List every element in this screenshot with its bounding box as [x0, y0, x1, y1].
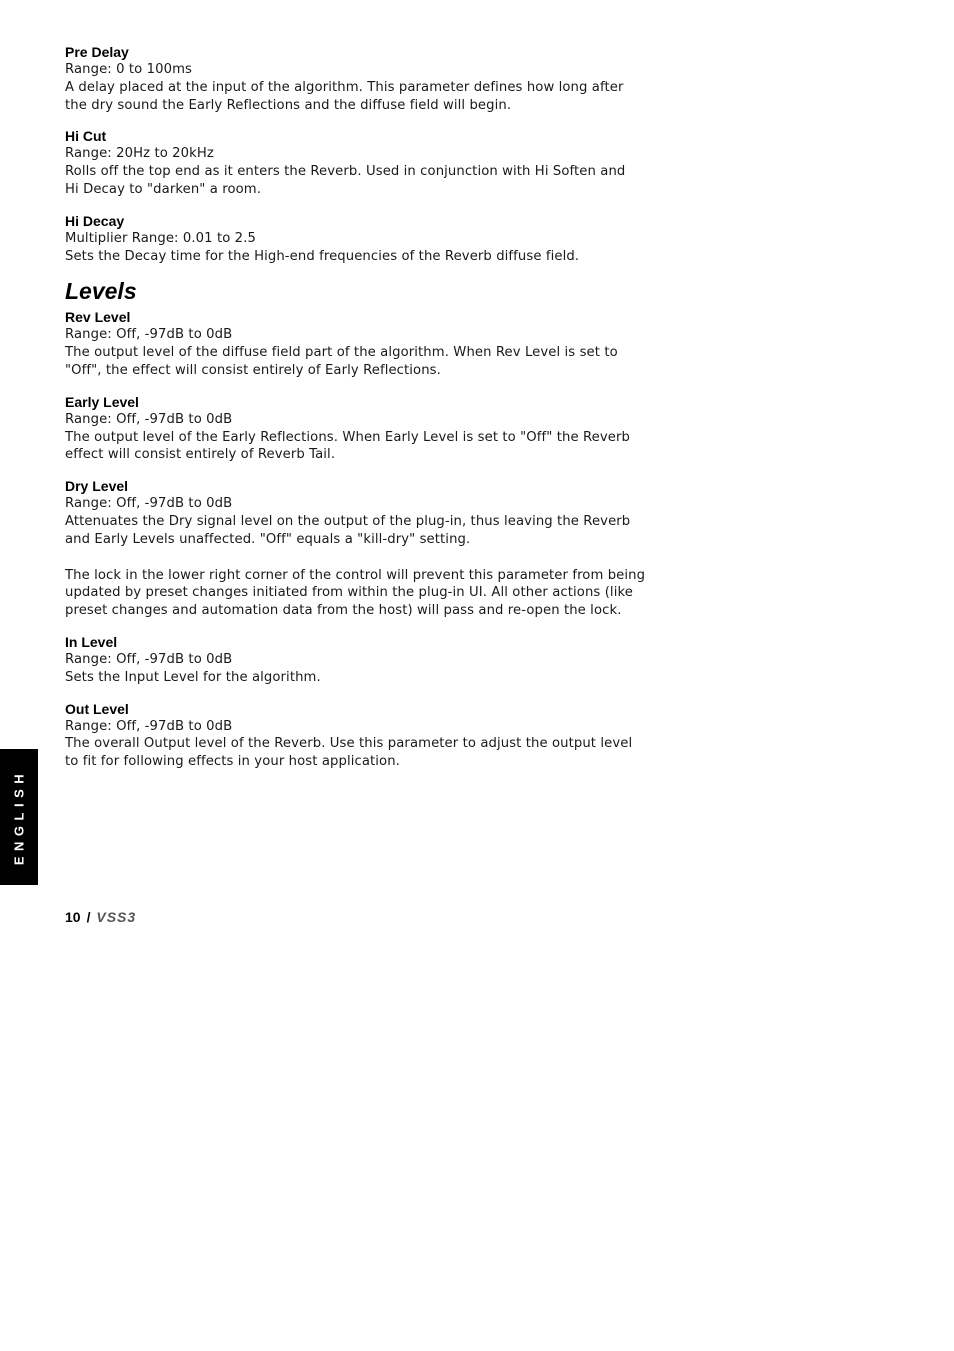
parameter-entry — [65, 308, 625, 379]
parameter-range: Range: 20Hz to 20kHz — [65, 146, 214, 162]
parameter-description-line: Attenuates the Dry signal level on the output of the plug-in, thus leaving the Reverb — [65, 513, 631, 529]
parameter-description-line: Rolls off the top end as it enters the Reverb. Used in conjunction with Hi Soften and — [65, 164, 626, 180]
parameter-range: Range: Off, -97dB to 0dB — [65, 651, 233, 667]
parameter-range: Range: Off, -97dB to 0dB — [65, 327, 233, 343]
parameter-description-line: The lock in the lower right corner of the control will prevent this parameter from being — [65, 567, 646, 583]
parameter-entry — [65, 212, 625, 266]
parameter-description-line: updated by preset changes initiated from within the plug-in UI. All other actions (like — [65, 585, 633, 601]
parameter-description-line: effect will consist entirely of Reverb Tail. — [65, 447, 336, 463]
parameter-description-line: Sets the Decay time for the High-end frequencies of the Reverb diffuse field. — [65, 248, 580, 264]
parameter-description-line: Hi Decay to "darken" a room. — [65, 181, 262, 197]
parameter-entry — [65, 127, 625, 198]
parameter-description-line: A delay placed at the input of the algorithm. This parameter defines how long after — [65, 79, 624, 95]
footer-separator: / — [86, 909, 91, 925]
parameter-title: Dry Level — [65, 478, 129, 495]
parameter-description-line: Sets the Input Level for the algorithm. — [65, 669, 321, 685]
language-tab — [0, 749, 38, 885]
parameter-description-line: "Off", the effect will consist entirely of Early Reflections. — [65, 362, 441, 378]
parameter-title: Out Level — [65, 700, 129, 717]
section-heading: Levels — [65, 278, 137, 305]
parameter-range: Range: Off, -97dB to 0dB — [65, 718, 233, 734]
section — [65, 278, 646, 771]
parameter-description-line: The overall Output level of the Reverb. Use this parameter to adjust the output level — [65, 736, 633, 752]
parameter-range: Range: 0 to 100ms — [65, 62, 193, 77]
parameter-description-line: preset changes and automation data from the host) will pass and re-open the lock. — [65, 603, 622, 619]
section — [65, 43, 625, 265]
parameter-description-line: The output level of the Early Reflections. When Early Level is set to "Off" the Reverb — [65, 429, 630, 445]
parameter-description-line: The output level of the diffuse field part of the algorithm. When Rev Level is set to — [65, 345, 618, 361]
parameter-description-line: to fit for following effects in your host application. — [65, 754, 400, 770]
product-name: VSS3 — [96, 909, 137, 925]
parameter-title: Rev Level — [65, 309, 131, 326]
parameter-range: Range: Off, -97dB to 0dB — [65, 411, 233, 427]
parameter-entry — [65, 43, 625, 114]
parameter-entry — [65, 393, 630, 464]
parameter-range: Range: Off, -97dB to 0dB — [65, 496, 233, 512]
page-number: 10 — [65, 909, 81, 925]
page-footer — [65, 909, 136, 925]
parameter-title: Early Level — [65, 393, 139, 410]
language-tab-label: ENGLISH — [11, 768, 27, 866]
parameter-description-line: the dry sound the Early Reflections and the diffuse field will begin. — [65, 97, 512, 113]
parameter-title: In Level — [65, 633, 118, 650]
parameter-entry — [65, 700, 633, 771]
paragraph-gap — [65, 549, 625, 567]
page-content — [65, 43, 646, 784]
parameter-entry — [65, 477, 646, 620]
parameter-title: Hi Decay — [65, 212, 125, 229]
parameter-entry — [65, 633, 625, 687]
parameter-description-line: and Early Levels unaffected. "Off" equals a "kill-dry" setting. — [65, 531, 471, 547]
parameter-range: Multiplier Range: 0.01 to 2.5 — [65, 230, 256, 246]
parameter-title: Pre Delay — [65, 44, 129, 60]
parameter-title: Hi Cut — [65, 128, 107, 145]
